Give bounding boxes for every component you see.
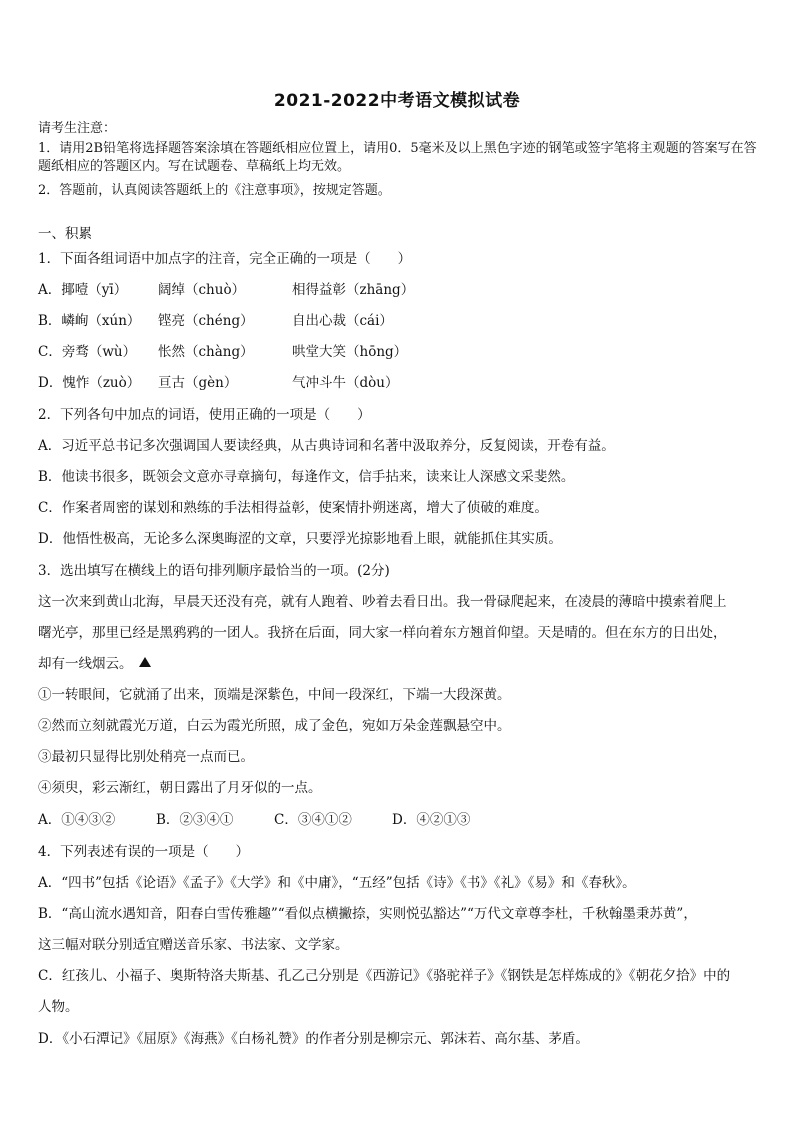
- q1-b-word-1: B．嶙峋（xún）: [38, 313, 141, 329]
- q4-option-c-line-1: C．红孩儿、小福子、奥斯特洛夫斯基、孔乙己分别是《西游记》《骆驼祥子》《钢铁是怎样炼成的》《朝花夕拾》中的: [38, 968, 731, 984]
- q3-passage-text: 却有一线烟云。: [38, 656, 133, 672]
- q1-a-word-1: A．揶噎（yī）: [38, 282, 128, 298]
- q1-c-word-3: 哄堂大笑（hōng）: [292, 344, 408, 360]
- q1-stem: 1．下面各组词语中加点字的注音，完全正确的一项是（ ）: [38, 251, 412, 267]
- q2-option-b: B．他读书很多，既领会文意亦寻章摘句，每逢作文，信手拈来，读来让人深感文采斐然。: [38, 469, 575, 485]
- q4-option-b-line-1: B．“高山流水遇知音，阳春白雪传雅趣”“看似点横撇捺，实则悦弘豁达”“万代文章尊李杜，千秋翰墨秉苏黄”，: [38, 906, 697, 922]
- q1-option-b: [38, 311, 758, 331]
- notice-heading: 请考生注意：: [38, 121, 117, 136]
- q3-sentence-2: ②然而立刻就霞光万道，白云为霞光所照，成了金色，宛如万朵金莲飘悬空中。: [38, 718, 511, 734]
- q3-option-a: A．①④③②: [38, 812, 116, 828]
- q3-passage-line-1: 这一次来到黄山北海，早晨天还没有亮，就有人跑着、吵着去看日出。我一骨碌爬起来，在凌晨的薄暗中摸索着爬上: [38, 594, 727, 610]
- q4-option-c-line-2: 人物。: [38, 999, 79, 1015]
- q3-option-d: D．④②①③: [392, 812, 471, 828]
- q1-a-word-3: 相得益彰（zhāng）: [292, 282, 415, 298]
- page-title: 2021-2022中考语文模拟试卷: [273, 91, 521, 111]
- q1-d-word-2: 亘古（gèn）: [158, 375, 238, 391]
- blank-marker-icon: [139, 657, 151, 667]
- q2-option-c: C．作案者周密的谋划和熟练的手法相得益彰，使案情扑朔迷离，增大了侦破的难度。: [38, 500, 548, 516]
- q4-stem: 4．下列表述有误的一项是（ ）: [38, 844, 250, 860]
- q1-b-word-2: 铿亮（chéng）: [158, 313, 254, 329]
- q2-stem: 2．下列各句中加点的词语，使用正确的一项是（ ）: [38, 407, 371, 423]
- q3-sentence-4: ④须臾，彩云渐红，朝日露出了月牙似的一点。: [38, 780, 322, 796]
- q3-stem: 3．选出填写在横线上的语句排列顺序最恰当的一项。(2分): [38, 563, 390, 579]
- q2-option-d: D．他悟性极高，无论多么深奥晦涩的文章，只要浮光掠影地看上眼，就能抓住其实质。: [38, 531, 562, 547]
- q1-d-word-3: 气冲斗牛（dòu）: [292, 375, 399, 391]
- q3-option-b: B．②③④①: [156, 812, 234, 828]
- q4-option-b-line-2: 这三幅对联分别适宜赠送音乐家、书法家、文学家。: [38, 937, 349, 953]
- q2-option-a: A．习近平总书记多次强调国人要读经典，从古典诗词和名著中汲取养分，反复阅读，开卷有益。: [38, 438, 615, 454]
- q3-passage-line-3: [38, 654, 758, 674]
- q1-option-a: [38, 280, 758, 300]
- q3-passage-line-2: 曙光亭，那里已经是黑鸦鸦的一团人。我挤在后面，同大家一样向着东方翘首仰望。天是晴的。但在东方的日出处，: [38, 625, 727, 641]
- notice-line-2: 2．答题前，认真阅读答题纸上的《注意事项》，按规定答题。: [38, 183, 391, 198]
- q1-c-word-1: C．旁骛（wù）: [38, 344, 137, 360]
- q4-option-a: A．“四书”包括《论语》《孟子》《大学》和《中庸》，“五经”包括《诗》《书》《礼》《易》和《春秋》。: [38, 875, 636, 891]
- q1-option-c: [38, 342, 758, 362]
- q1-a-word-2: 阔绰（chuò）: [158, 282, 246, 298]
- q1-c-word-2: 怅然（chàng）: [158, 344, 254, 360]
- q3-option-c: C．③④①②: [274, 812, 352, 828]
- q1-d-word-1: D．愧怍（zuò）: [38, 375, 141, 391]
- q3-sentence-1: ①一转眼间，它就涌了出来，顶端是深紫色，中间一段深红，下端一大段深黄。: [38, 687, 511, 703]
- q3-options: [38, 810, 758, 830]
- section-heading: 一、积累: [38, 226, 92, 242]
- q1-b-word-3: 自出心裁（cái）: [292, 313, 393, 329]
- q1-option-d: [38, 373, 758, 393]
- q4-option-d: D．《小石潭记》《屈原》《海燕》《白杨礼赞》的作者分别是柳宗元、郭沫若、高尔基、茅盾。: [38, 1031, 589, 1047]
- notice-line-1: 1．请用2B铅笔将选择题答案涂填在答题纸相应位置上，请用0．5毫米及以上黑色字迹的钢笔或签字笔将主观题的答案写在答题纸相应的答题区内。写在试题卷、草稿纸上均无效。: [38, 141, 757, 174]
- q3-sentence-3: ③最初只显得比别处稍亮一点而已。: [38, 749, 254, 765]
